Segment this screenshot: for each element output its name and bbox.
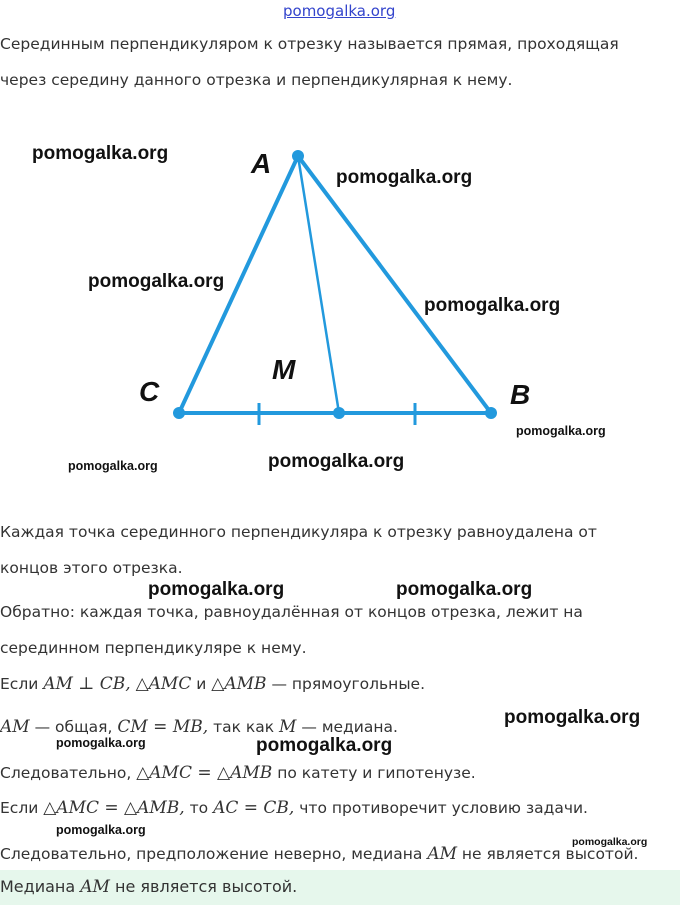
text: не является высотой. xyxy=(109,877,298,896)
watermark: pomogalka.org xyxy=(336,167,473,188)
math: △AMC = △AMB xyxy=(136,763,273,783)
math: AM xyxy=(0,717,30,737)
text: Следовательно, предположение неверно, медиана xyxy=(0,845,428,863)
point-m xyxy=(333,407,345,419)
label-b: B xyxy=(510,379,531,410)
text: Если xyxy=(0,675,44,693)
watermark: pomogalka.org xyxy=(148,579,285,600)
watermark: pomogalka.org xyxy=(516,424,606,438)
watermark: pomogalka.org xyxy=(88,271,225,292)
math: CM = MB, xyxy=(117,717,209,737)
label-m: M xyxy=(272,354,296,385)
math: AC = CB, xyxy=(213,798,295,818)
proof-statement-2 xyxy=(0,717,398,737)
watermark: pomogalka.org xyxy=(56,736,146,750)
property-line-2: концов этого отрезка. xyxy=(0,559,183,577)
text: — прямоугольные. xyxy=(266,675,426,693)
proof-statement-3 xyxy=(0,763,476,783)
text: и xyxy=(191,675,212,693)
math: AM xyxy=(80,877,110,897)
point-c xyxy=(173,407,185,419)
definition-line-2: через середину данного отрезка и перпендикулярная к нему. xyxy=(0,71,513,89)
watermark: pomogalka.org xyxy=(68,459,158,473)
math: AM xyxy=(427,844,457,864)
proof-statement-1 xyxy=(0,674,425,694)
watermark: pomogalka.org xyxy=(572,836,648,848)
text: что противоречит условию задачи. xyxy=(294,799,588,817)
text: так как xyxy=(208,718,280,736)
math: △AMC xyxy=(135,674,192,694)
label-c: C xyxy=(139,376,160,407)
text: Медиана xyxy=(0,877,81,896)
watermark: pomogalka.org xyxy=(268,451,405,472)
label-a: A xyxy=(251,148,272,179)
property-line-1: Каждая точка серединного перпендикуляра к отрезку равноудалена от xyxy=(0,523,597,541)
text: по катету и гипотенузе. xyxy=(272,764,476,782)
watermark: pomogalka.org xyxy=(396,579,533,600)
text: то xyxy=(184,799,214,817)
segment-ab xyxy=(298,156,491,413)
watermark: pomogalka.org xyxy=(424,295,561,316)
conclusion xyxy=(0,877,297,897)
text: Следовательно, xyxy=(0,764,137,782)
converse-line-1: Обратно: каждая точка, равноудалённая от концов отрезка, лежит на xyxy=(0,603,583,621)
proof-statement-4 xyxy=(0,798,588,818)
median-am xyxy=(298,156,339,413)
watermark: pomogalka.org xyxy=(32,143,169,164)
text: Если xyxy=(0,799,44,817)
watermark: pomogalka.org xyxy=(504,707,641,728)
text: — медиана. xyxy=(296,718,398,736)
math: △AMC = △AMB, xyxy=(43,798,185,818)
text: — общая, xyxy=(29,718,118,736)
watermark: pomogalka.org xyxy=(256,735,393,756)
point-a xyxy=(292,150,304,162)
proof-statement-5 xyxy=(0,844,638,864)
math: M xyxy=(279,717,297,737)
watermark-top-link[interactable]: pomogalka.org xyxy=(283,2,396,20)
math: AM ⊥ CB, xyxy=(43,674,131,694)
watermark: pomogalka.org xyxy=(56,823,146,837)
text: не является высотой. xyxy=(457,845,639,863)
point-b xyxy=(485,407,497,419)
definition-line-1: Серединным перпендикуляром к отрезку называется прямая, проходящая xyxy=(0,35,619,53)
converse-line-2: серединном перпендикуляре к нему. xyxy=(0,639,307,657)
math: △AMB xyxy=(211,674,267,694)
